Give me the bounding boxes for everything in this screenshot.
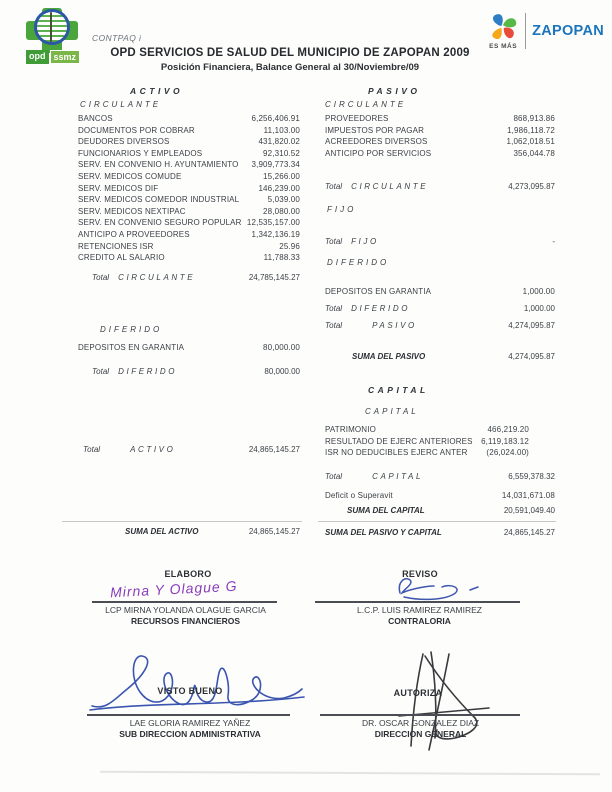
total-prefix: Total bbox=[92, 367, 110, 376]
table-row bbox=[78, 206, 300, 218]
signature-line bbox=[320, 714, 520, 716]
account-label: PATRIMONIO bbox=[325, 425, 376, 434]
account-amount: 12,535,157.00 bbox=[246, 218, 300, 228]
elaboro-name: LCP MIRNA YOLANDA OLAGUE GARCIA bbox=[105, 605, 266, 615]
account-label: DEUDORES DIVERSOS bbox=[78, 137, 170, 147]
table-row bbox=[325, 424, 555, 436]
activo-circulante-total bbox=[78, 272, 300, 284]
account-amount: 28,080.00 bbox=[263, 206, 300, 216]
suma-del-pasivo-row bbox=[325, 351, 581, 363]
account-label: ANTICIPO POR SERVICIOS bbox=[325, 148, 432, 158]
table-row bbox=[325, 113, 555, 125]
visto-bueno-title: VISTO BUENO bbox=[157, 686, 223, 696]
page-title: OPD SERVICIOS DE SALUD DEL MUNICIPIO DE ZAPOPAN 2009 bbox=[110, 47, 470, 59]
account-amount: 1,986,118.72 bbox=[507, 125, 555, 135]
account-amount: 1,342,136.19 bbox=[251, 229, 300, 239]
total-amount: 1,000.00 bbox=[523, 304, 555, 313]
org-logo-word2: ssmz bbox=[50, 50, 81, 64]
account-amount: 15,266.00 bbox=[263, 171, 300, 181]
pasivo-grand-total bbox=[325, 320, 581, 332]
account-amount: 14,031,671.08 bbox=[501, 491, 555, 500]
table-row bbox=[78, 241, 300, 253]
account-amount: 3,909,773.34 bbox=[251, 160, 300, 170]
account-amount: 6,119,183.12 bbox=[481, 436, 529, 446]
autoriza-role: DIRECCION GENERAL bbox=[374, 729, 467, 739]
table-row bbox=[325, 125, 555, 137]
account-label: SERV. MEDICOS NEXTIPAC bbox=[78, 206, 186, 216]
total-rule bbox=[62, 521, 302, 522]
elaboro-title: ELABORO bbox=[164, 569, 212, 579]
activo-diferido-heading: DIFERIDO bbox=[100, 325, 163, 334]
total-prefix: Total bbox=[325, 182, 343, 191]
total-prefix: Total bbox=[325, 472, 343, 481]
table-row bbox=[78, 125, 300, 137]
account-amount: 1,062,018.51 bbox=[506, 137, 555, 147]
capital-grand-total bbox=[325, 471, 581, 483]
total-prefix: Total bbox=[92, 273, 110, 282]
total-amount: 4,273,095.87 bbox=[508, 182, 555, 191]
account-label: ANTICIPO A PROVEEDORES bbox=[78, 229, 190, 239]
total-name: ACTIVO bbox=[130, 445, 176, 454]
table-row bbox=[78, 217, 300, 229]
account-amount: 1,000.00 bbox=[522, 287, 555, 296]
capital-rows bbox=[325, 424, 555, 459]
activo-circulante-rows bbox=[78, 113, 300, 264]
autoriza-title: AUTORIZA bbox=[393, 688, 443, 698]
total-name: CIRCULANTE bbox=[118, 273, 196, 282]
org-logo-word1: opd bbox=[26, 50, 49, 64]
account-amount: (26,024.00) bbox=[486, 448, 529, 458]
table-row bbox=[325, 148, 555, 160]
table-row bbox=[325, 436, 555, 448]
suma-pasivo-capital-row bbox=[325, 527, 581, 539]
suma-label: SUMA DEL CAPITAL bbox=[347, 506, 425, 515]
elaboro-role: RECURSOS FINANCIEROS bbox=[130, 616, 241, 626]
activo-circulante-heading: CIRCULANTE bbox=[80, 100, 162, 109]
software-watermark: CONTPAQ i bbox=[92, 33, 142, 43]
account-amount: 25.96 bbox=[279, 241, 300, 251]
account-amount: 11,788.33 bbox=[263, 253, 300, 263]
activo-diferido-total bbox=[78, 366, 300, 378]
account-label: SERV. MEDICOS COMEDOR INDUSTRIAL bbox=[78, 195, 240, 205]
total-prefix: Total bbox=[83, 445, 101, 454]
account-label: CREDITO AL SALARIO bbox=[78, 253, 165, 263]
pasivo-heading: PASIVO bbox=[368, 86, 421, 96]
total-name: CAPITAL bbox=[372, 472, 424, 481]
account-label: PROVEEDORES bbox=[325, 114, 389, 123]
pasivo-circulante-rows bbox=[325, 113, 555, 159]
total-prefix: Total bbox=[325, 237, 343, 246]
account-label: FUNCIONARIOS Y EMPLEADOS bbox=[78, 148, 203, 158]
page-subtitle: Posición Financiera, Balance General al 30/Noviembre/09 bbox=[160, 62, 420, 73]
account-label: SERV. EN CONVENIO H. AYUNTAMIENTO bbox=[78, 160, 239, 170]
table-row bbox=[325, 447, 555, 459]
autoriza-signature bbox=[385, 650, 505, 755]
capital-heading: CAPITAL bbox=[368, 385, 429, 395]
total-name: DIFERIDO bbox=[351, 304, 411, 313]
account-amount: 431,820.02 bbox=[258, 137, 300, 147]
pasivo-diferido-total bbox=[325, 303, 581, 315]
suma-label: SUMA DEL PASIVO bbox=[352, 352, 426, 361]
reviso-signature bbox=[392, 573, 484, 603]
table-row bbox=[78, 183, 300, 195]
account-label: SERV. MEDICOS DIF bbox=[78, 183, 159, 193]
table-row bbox=[78, 136, 300, 148]
account-amount: 6,256,406.91 bbox=[251, 114, 300, 123]
table-row bbox=[78, 171, 300, 183]
city-wordmark: ZAPOPAN bbox=[532, 23, 604, 39]
visto-bueno-role: SUB DIRECCION ADMINISTRATIVA bbox=[119, 729, 261, 739]
suma-del-activo-row bbox=[78, 526, 300, 538]
signature-line bbox=[315, 601, 520, 603]
account-amount: 11,103.00 bbox=[263, 125, 300, 135]
autoriza-name: DR. OSCAR GONZALEZ DIAZ bbox=[361, 718, 480, 728]
table-row bbox=[78, 252, 300, 264]
total-amount: 24,865,145.27 bbox=[248, 445, 300, 454]
account-label: DOCUMENTOS POR COBRAR bbox=[78, 125, 195, 135]
suma-del-capital-row bbox=[325, 505, 581, 517]
account-label: ISR NO DEDUCIBLES EJERC ANTER bbox=[325, 448, 468, 458]
pasivo-diferido-heading: DIFERIDO bbox=[327, 258, 390, 267]
signature-line bbox=[87, 714, 290, 716]
total-amount: 24,785,145.27 bbox=[248, 273, 300, 282]
reviso-role: CONTRALORIA bbox=[388, 616, 451, 626]
suma-amount: 20,591,049.40 bbox=[503, 506, 555, 515]
total-name: CIRCULANTE bbox=[351, 182, 429, 191]
activo-heading: ACTIVO bbox=[130, 86, 184, 96]
scan-artifact bbox=[100, 771, 600, 776]
account-label: SERV. EN CONVENIO SEGURO POPULAR bbox=[78, 218, 242, 228]
account-amount: 5,039.00 bbox=[267, 195, 300, 205]
total-prefix: Total bbox=[325, 304, 343, 313]
account-amount: 868,913.86 bbox=[513, 114, 555, 123]
account-amount: 146,239.00 bbox=[258, 183, 300, 193]
table-row bbox=[325, 286, 581, 298]
logo-divider bbox=[525, 13, 526, 49]
es-mas-emblem bbox=[487, 12, 519, 50]
account-label: RETENCIONES ISR bbox=[78, 241, 154, 251]
total-name: DIFERIDO bbox=[118, 367, 178, 376]
suma-amount: 24,865,145.27 bbox=[248, 527, 300, 536]
caduceus-staff-icon bbox=[50, 12, 52, 42]
account-amount: 356,044.78 bbox=[513, 148, 555, 158]
reviso-title: REVISO bbox=[402, 569, 438, 579]
total-amount: 6,559,378.32 bbox=[508, 472, 555, 481]
account-label: BANCOS bbox=[78, 114, 113, 123]
suma-amount: 24,865,145.27 bbox=[503, 528, 555, 537]
account-amount: 92,310.52 bbox=[263, 148, 300, 158]
account-amount: 80,000.00 bbox=[263, 343, 300, 352]
pasivo-circulante-heading: CIRCULANTE bbox=[325, 100, 407, 109]
zapopan-logo bbox=[487, 12, 604, 50]
suma-label: SUMA DEL ACTIVO bbox=[125, 527, 199, 536]
table-row bbox=[325, 136, 555, 148]
capital-sub-heading: CAPITAL bbox=[365, 407, 419, 416]
total-name: FIJO bbox=[351, 237, 379, 246]
table-row bbox=[78, 229, 300, 241]
deficit-superavit-row bbox=[325, 490, 581, 502]
es-mas-tagline: ES MÁS bbox=[489, 43, 518, 50]
total-prefix: Total bbox=[325, 321, 343, 330]
account-label: ACREEDORES DIVERSOS bbox=[325, 137, 428, 147]
activo-grand-total bbox=[78, 444, 300, 456]
total-amount: - bbox=[552, 237, 555, 246]
account-label: SERV. MEDICOS COMUDE bbox=[78, 171, 182, 181]
account-label: IMPUESTOS POR PAGAR bbox=[325, 125, 425, 135]
total-name: PASIVO bbox=[372, 321, 417, 330]
caduceus-circle-icon bbox=[34, 9, 70, 45]
account-amount: 466,219.20 bbox=[487, 425, 529, 434]
visto-bueno-signature bbox=[88, 648, 308, 718]
table-row bbox=[78, 113, 300, 125]
pasivo-circulante-total bbox=[325, 181, 581, 193]
account-label: DEPOSITOS EN GARANTIA bbox=[78, 343, 185, 352]
elaboro-signature: Mirna Y Olague G bbox=[109, 577, 238, 601]
pasivo-fijo-total bbox=[325, 236, 581, 248]
total-amount: 4,274,095.87 bbox=[508, 321, 555, 330]
total-amount: 80,000.00 bbox=[264, 367, 300, 376]
table-row bbox=[78, 159, 300, 171]
account-label: DEPOSITOS EN GARANTIA bbox=[325, 287, 432, 296]
suma-amount: 4,274,095.87 bbox=[508, 352, 555, 361]
swirl-icon bbox=[487, 12, 519, 42]
visto-bueno-name: LAE GLORIA RAMIREZ YAÑEZ bbox=[129, 718, 251, 728]
account-label: Deficit o Superavit bbox=[325, 491, 393, 500]
table-row bbox=[78, 194, 300, 206]
account-label: RESULTADO DE EJERC ANTERIORES bbox=[325, 436, 473, 446]
signature-line bbox=[92, 601, 277, 603]
table-row bbox=[78, 342, 300, 354]
table-row bbox=[78, 148, 300, 160]
suma-label: SUMA DEL PASIVO Y CAPITAL bbox=[325, 528, 442, 537]
total-rule bbox=[318, 521, 556, 522]
pasivo-fijo-heading: FIJO bbox=[327, 205, 357, 214]
reviso-name: L.C.P. LUIS RAMIREZ RAMIREZ bbox=[356, 605, 482, 615]
